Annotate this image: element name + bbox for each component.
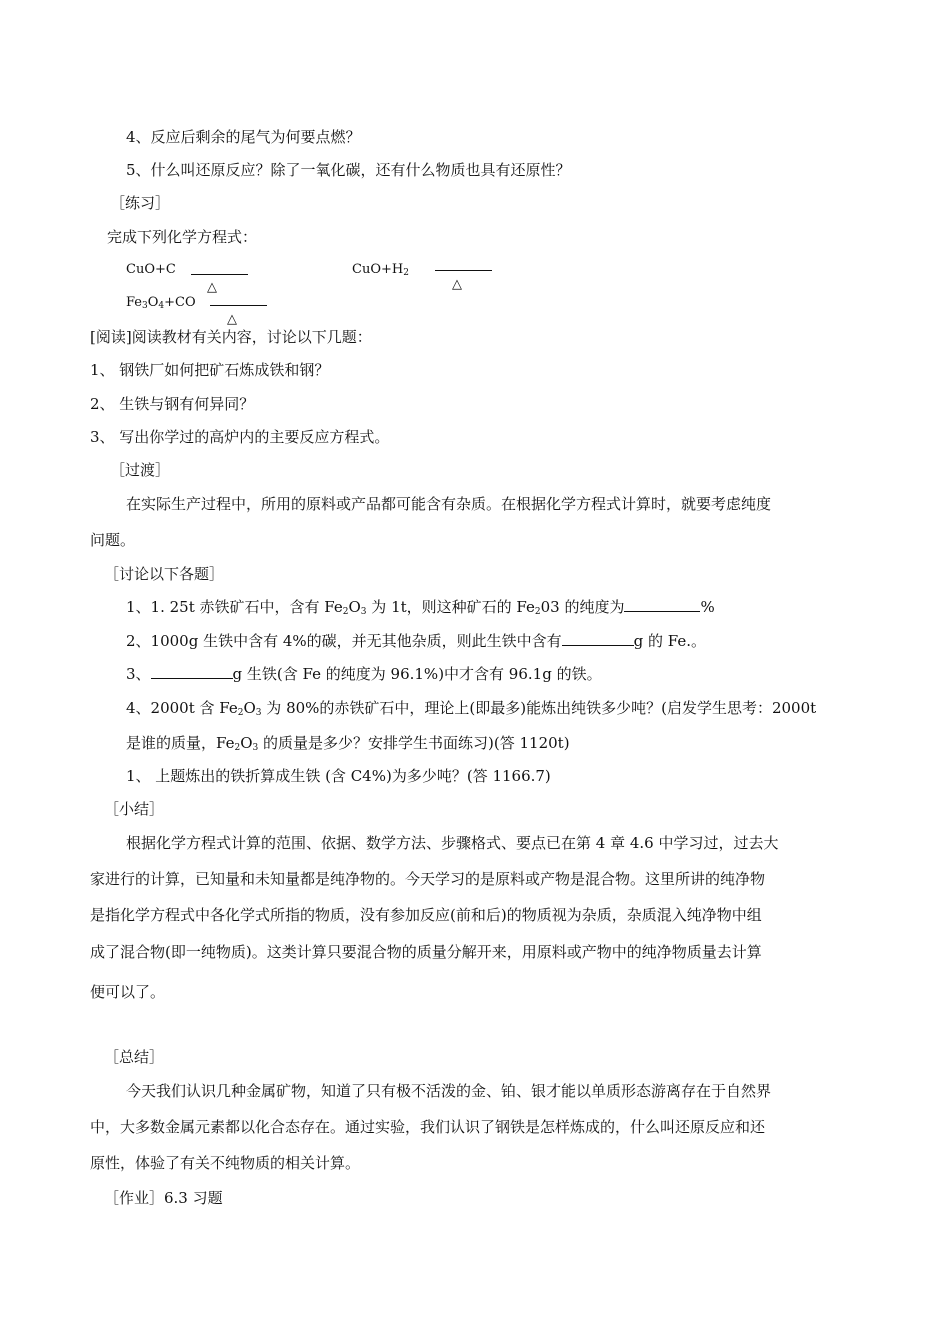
summary-line-5: 便可以了。 <box>90 983 166 1001</box>
summary-heading: ［小结］ <box>104 800 165 818</box>
heat-triangle-1: △ <box>207 280 217 295</box>
question-5: 5、什么叫还原反应？除了一氧化碳，还有什么物质也具有还原性？ <box>126 161 571 179</box>
homework: ［作业］6.3 习题 <box>104 1189 223 1207</box>
equation-fe3o4-co: $Fe_3O_4+CO$ <box>126 295 196 311</box>
conclusion-heading: ［总结］ <box>104 1048 165 1066</box>
equation-cuo-c: CuO+C <box>126 262 176 277</box>
conclusion-line-3: 原性，体验了有关不纯物质的相关计算。 <box>90 1154 361 1172</box>
summary-line-4: 成了混合物(即一纯物质)。这类计算只要混合物的质量分解开来，用原料或产物中的纯净物质量去计算 <box>90 943 762 961</box>
discussion-question-1: 1、1. 25t 赤铁矿石中，含有 $Fe_2O_3$ 为 1t，则这种矿石的 $Fe_203$ 的纯度为 % <box>126 598 715 617</box>
practice-instruction: 完成下列化学方程式： <box>107 228 258 246</box>
reading-item-1: 1、 钢铁厂如何把矿石炼成铁和钢？ <box>90 361 330 379</box>
answer-blank-1 <box>624 597 700 612</box>
answer-blank-2 <box>562 631 634 646</box>
practice-heading: ［练习］ <box>110 194 171 212</box>
conclusion-line-2: 中，大多数金属元素都以化合态存在。通过实验，我们认识了钢铁是怎样炼成的，什么叫还原反应和还 <box>90 1118 766 1136</box>
equation-line-2 <box>435 270 492 271</box>
summary-line-2: 家进行的计算，已知量和未知量都是纯净物的。今天学习的是原料或产物是混合物。这里所讲的纯净物 <box>90 870 766 888</box>
discussion-question-5: 1、 上题炼出的铁折算成生铁 (含 C4%)为多少吨？(答 1166.7) <box>126 767 551 785</box>
reading-intro: [阅读]阅读教材有关内容，讨论以下几题： <box>90 328 372 346</box>
discussion-heading: ［讨论以下各题］ <box>104 565 225 583</box>
equation-cuo-h2: $CuO+H_2$ <box>352 262 409 278</box>
equation-line-3 <box>210 305 267 306</box>
discussion-question-4: 4、2000t 含 $Fe_2O_3$ 为 80%的赤铁矿石中，理论上(即最多)能炼出纯铁多少吨？(启发学生思考：2000t <box>126 699 817 718</box>
discussion-question-3: 3、 g 生铁(含 Fe 的纯度为 96.1%)中才含有 96.1g 的铁。 <box>126 665 602 683</box>
transition-heading: ［过渡］ <box>110 461 171 479</box>
transition-line-1: 在实际生产过程中，所用的原料或产品都可能含有杂质。在根据化学方程式计算时，就要考虑纯度 <box>126 495 772 513</box>
summary-line-1: 根据化学方程式计算的范围、依据、数学方法、步骤格式、要点已在第 4 章 4.6 中学习过，过去大 <box>126 834 779 852</box>
summary-line-3: 是指化学方程式中各化学式所指的物质，没有参加反应(前和后)的物质视为杂质，杂质混入纯净物中组 <box>90 906 762 924</box>
heat-triangle-2: △ <box>452 277 462 292</box>
transition-line-2: 问题。 <box>90 531 136 549</box>
discussion-question-2: 2、1000g 生铁中含有 4%的碳，并无其他杂质，则此生铁中含有 g 的 Fe.。 <box>126 632 707 650</box>
question-4: 4、反应后剩余的尾气为何要点燃？ <box>126 128 361 146</box>
reading-item-2: 2、 生铁与钢有何异同？ <box>90 395 255 413</box>
discussion-question-4-cont: 是谁的质量，$Fe_2O_3$ 的质量是多少？安排学生书面练习)(答 1120t) <box>126 734 570 753</box>
conclusion-line-1: 今天我们认识几种金属矿物，知道了只有极不活泼的金、铂、银才能以单质形态游离存在于自然界 <box>126 1082 772 1100</box>
answer-blank-3 <box>151 664 233 679</box>
heat-triangle-3: △ <box>227 312 237 327</box>
reading-item-3: 3、 写出你学过的高炉内的主要反应方程式。 <box>90 428 390 446</box>
equation-line-1 <box>191 274 248 275</box>
